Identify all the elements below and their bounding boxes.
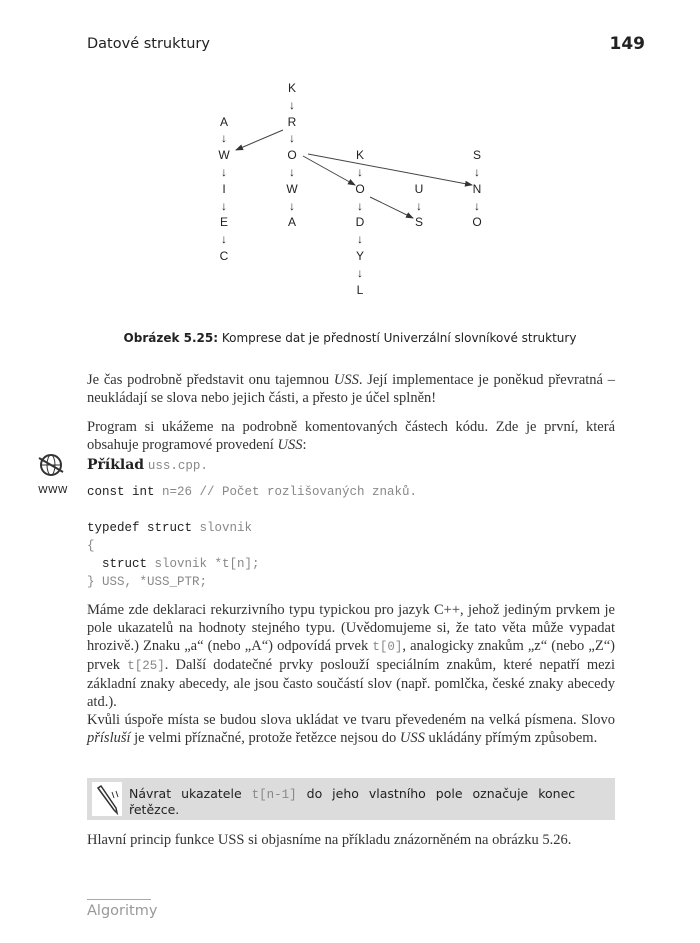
arrow-o-to-k <box>303 156 355 185</box>
down-arrow-icon: ↓ <box>221 232 227 247</box>
paragraph-uppercase <box>87 711 615 747</box>
diagram-arrows <box>0 0 700 340</box>
down-arrow-icon: ↓ <box>289 131 295 146</box>
code-line <box>87 555 417 573</box>
example-heading <box>87 457 208 474</box>
trie-node-letter: O <box>472 215 482 230</box>
emphasis: USS <box>333 372 359 388</box>
footer-rule <box>87 899 151 900</box>
trie-node-letter: A <box>219 114 229 129</box>
paragraph-program <box>87 418 615 454</box>
trie-node-letter: C <box>219 249 229 263</box>
code-line <box>87 573 417 591</box>
down-arrow-icon: ↓ <box>416 198 422 213</box>
example-label: Příklad <box>87 457 145 473</box>
code-line <box>87 483 417 501</box>
text-run: struct <box>87 557 155 571</box>
down-arrow-icon: ↓ <box>357 232 363 247</box>
down-arrow-icon: ↓ <box>357 165 363 179</box>
inline-code: t[25] <box>127 659 165 673</box>
note-box <box>87 778 615 820</box>
trie-node-letter: W <box>286 181 298 196</box>
trie-node-letter: K <box>287 81 297 95</box>
trie-node-letter: D <box>355 215 365 230</box>
www-label: WWW <box>38 485 68 496</box>
running-header-title: Datové struktury <box>87 36 210 52</box>
trie-node-letter: S <box>472 148 482 163</box>
code-line <box>87 519 417 537</box>
text-run: slovnik *t[n]; <box>154 557 260 571</box>
www-globe-icon <box>36 450 66 480</box>
trie-node-letter: O <box>287 148 297 163</box>
text-run: . Další dodatečné prvky poslouží speciálním znakům, které nepatří mezi základní znaky abecedy, ale jsou často součástí slov (např. pomlčka, české znaky abecedy atd.). <box>87 657 616 710</box>
trie-node-letter: L <box>356 282 364 297</box>
paragraph-principle <box>87 831 615 849</box>
text-run: typedef struct <box>87 521 200 535</box>
down-arrow-icon: ↓ <box>221 198 227 213</box>
text-run: slovnik <box>199 521 253 535</box>
down-arrow-icon: ↓ <box>221 131 227 146</box>
emphasis: přísluší <box>87 730 131 746</box>
trie-node-letter: I <box>222 181 226 196</box>
text-run: ukládány přímým způsobem. <box>424 730 598 746</box>
trie-node-letter: U <box>414 181 424 196</box>
paragraph-intro <box>87 371 615 407</box>
text-run: Kvůli úspoře místa se budou slova ukládat ve tvaru převedeném na velká písmena. Slovo <box>87 712 615 728</box>
trie-node-letter: O <box>355 181 365 196</box>
text-run: , analogicky znakům „z“ (nebo „Z“) prvek <box>87 638 615 673</box>
example-filename: uss.cpp. <box>147 459 208 473</box>
caption-label: Obrázek 5.25: <box>123 331 219 345</box>
note-text <box>129 786 599 817</box>
text-run: do jeho vlastního pole označuje konec řetězce. <box>129 786 576 817</box>
text-run: Program si ukážeme na podrobně komentovaných částech kódu. Zde je první, která obsahuje programové provedení <box>87 419 615 453</box>
text-run: const int <box>87 485 163 499</box>
down-arrow-icon: ↓ <box>474 198 480 213</box>
down-arrow-icon: ↓ <box>357 198 363 213</box>
trie-node-letter: K <box>355 148 365 163</box>
text-run: Máme zde deklaraci rekurzivního typu typickou pro jazyk C++, jehož jediným prvkem je pole ukazatelů na hodnoty stejného typu. (Uvědomujeme si, že tato věta může vypadat hrozivě.) Znaku „a“ (nebo „A“) odpovídá prvek <box>87 602 615 654</box>
pencil-note-icon <box>92 782 122 816</box>
trie-node-letter: W <box>218 148 230 163</box>
emphasis: USS <box>399 730 425 746</box>
arrow-r-to-a <box>236 130 283 150</box>
text-run: Návrat ukazatele <box>129 786 252 801</box>
code-line <box>87 501 417 519</box>
inline-code: t[n-1] <box>251 788 297 802</box>
text-run: n=26 // Počet rozlišovaných znaků. <box>162 485 418 499</box>
trie-node-letter: R <box>287 114 297 129</box>
down-arrow-icon: ↓ <box>474 165 480 179</box>
inline-code: t[0] <box>372 640 403 654</box>
trie-node-letter: S <box>414 215 424 230</box>
running-footer: Algoritmy <box>87 903 158 919</box>
text-run: je velmi příznačné, protože řetězce nejsou do <box>130 730 400 746</box>
arrow-o-to-s <box>308 154 472 185</box>
paragraph-declaration <box>87 601 615 711</box>
figure-caption <box>0 331 700 345</box>
code-block <box>87 483 417 591</box>
emphasis: USS <box>277 437 303 453</box>
down-arrow-icon: ↓ <box>357 265 363 280</box>
text-run: } USS, *USS_PTR; <box>87 575 208 589</box>
text-run: Hlavní princip funkce USS si objasníme na příkladu znázorněném na obrázku 5.26. <box>87 832 572 848</box>
arrow-k-to-u <box>370 197 413 218</box>
text-run: Je čas podrobně představit onu tajemnou <box>87 372 334 388</box>
trie-node-letter: N <box>472 181 482 196</box>
down-arrow-icon: ↓ <box>289 165 295 179</box>
down-arrow-icon: ↓ <box>289 97 295 112</box>
down-arrow-icon: ↓ <box>289 198 295 213</box>
trie-diagram <box>0 0 700 340</box>
text-run: { <box>87 539 95 553</box>
trie-node-letter: E <box>219 215 229 230</box>
caption-text: Komprese dat je předností Univerzální slovníkové struktury <box>218 331 577 345</box>
text-run: : <box>302 437 307 453</box>
down-arrow-icon: ↓ <box>221 165 227 179</box>
trie-node-letter: A <box>287 215 297 230</box>
trie-node-letter: Y <box>355 249 365 263</box>
page-number: 149 <box>609 34 645 54</box>
code-line <box>87 537 417 555</box>
text-run: . Její implementace je poněkud převratná – neukládají se slova nebo jejich části, a přesto je účel splněn! <box>87 372 615 406</box>
